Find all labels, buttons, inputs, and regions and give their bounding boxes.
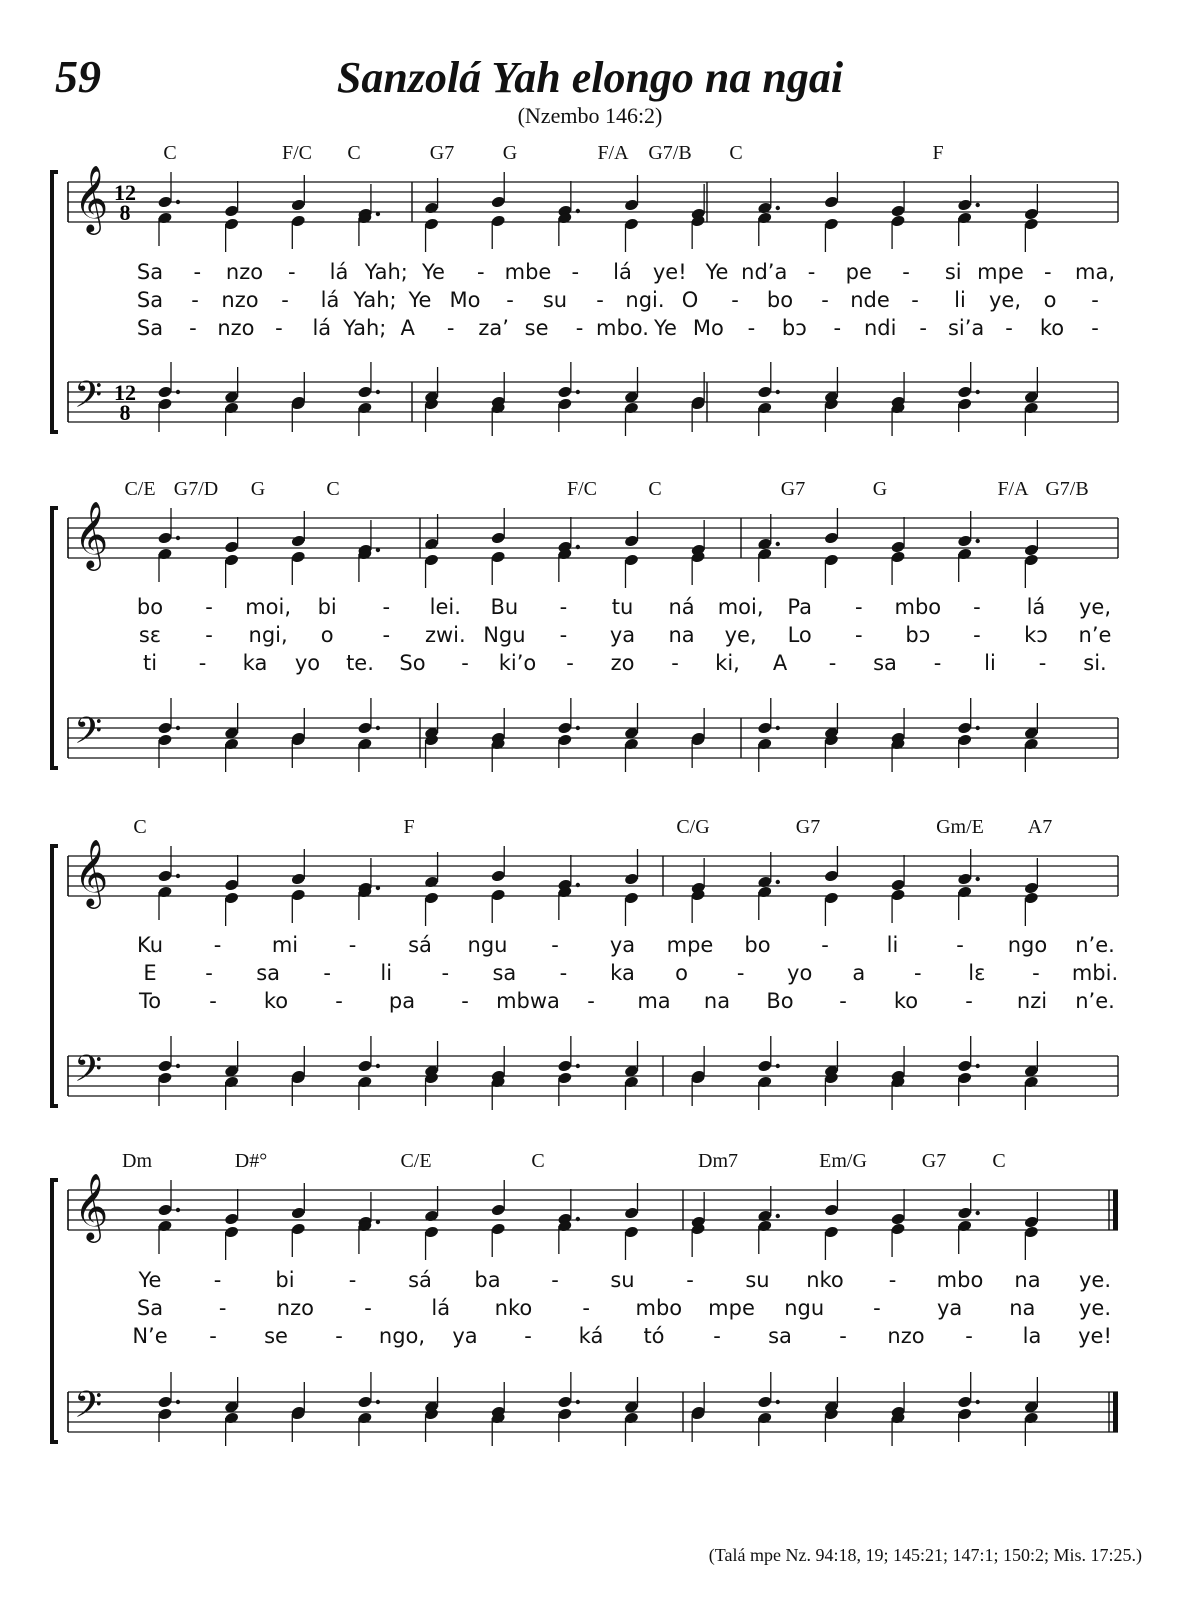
- lyric-syllable: n’e.: [1075, 989, 1115, 1013]
- lyric-syllable: -: [914, 961, 922, 985]
- lyric-syllable: Lo: [787, 623, 812, 647]
- lyric-syllable: su: [610, 1268, 635, 1292]
- lyric-syllable: -: [446, 316, 455, 340]
- lyric-syllable: mbo: [894, 595, 942, 619]
- chord-symbol: C: [992, 1150, 1006, 1172]
- chord-symbol: D#°: [234, 1150, 268, 1172]
- lyric-syllable: -: [205, 623, 213, 647]
- lyric-syllable: ye.: [1078, 1268, 1112, 1292]
- lyric-syllable: ye,: [1078, 595, 1112, 619]
- lyric-syllable: So: [399, 651, 426, 675]
- lyric-syllable: -: [911, 288, 919, 312]
- chord-symbol: Dm: [122, 1150, 152, 1172]
- lyric-syllable: yo: [294, 651, 321, 675]
- lyric-syllable: -: [218, 1296, 227, 1320]
- lyric-syllable: sɛ: [138, 623, 162, 647]
- lyric-syllable: -: [559, 961, 568, 985]
- lyric-syllable: Ngu: [483, 623, 526, 647]
- lyric-syllable: Ye: [408, 288, 432, 312]
- lyric-syllable: -: [287, 260, 296, 284]
- lyric-syllable: Bu: [490, 595, 519, 619]
- lyric-syllable: na: [1009, 1296, 1036, 1320]
- lyric-syllable: o: [675, 961, 688, 985]
- lyric-syllable: sa: [768, 1324, 792, 1348]
- lyric-syllable: ye.: [1078, 1296, 1112, 1320]
- lyric-syllable: -: [587, 989, 595, 1013]
- time-signature-denominator: 8: [119, 400, 131, 425]
- lyric-syllable: Sa: [136, 288, 164, 312]
- lyric-syllable: -: [854, 595, 863, 619]
- lyric-syllable: Ku: [136, 933, 164, 957]
- lyric-syllable: -: [551, 1268, 559, 1292]
- hymn-number: 59: [55, 51, 101, 102]
- lyric-syllable: sa: [492, 961, 517, 985]
- lyric-syllable: -: [973, 623, 981, 647]
- lyric-syllable: ya: [609, 623, 636, 647]
- lyric-syllable: -: [731, 288, 739, 312]
- lyric-syllable: -: [747, 316, 756, 340]
- lyric-syllable: -: [965, 989, 973, 1013]
- dot: [576, 1400, 580, 1404]
- lyric-syllable: sá: [408, 1268, 432, 1292]
- lyric-syllable: mpe: [977, 260, 1024, 284]
- dot: [176, 1400, 180, 1404]
- lyric-syllable: -: [209, 989, 217, 1013]
- lyric-syllable: o: [320, 623, 334, 647]
- chord-symbol: C: [347, 142, 361, 164]
- lyric-syllable: -: [1038, 651, 1047, 675]
- chord-symbol: G: [872, 478, 888, 500]
- lyric-syllable: bi: [275, 1268, 295, 1292]
- lyric-syllable: nzo: [276, 1296, 314, 1320]
- chord-symbol: F/A: [997, 478, 1029, 500]
- lyric-syllable: lá: [1026, 595, 1046, 619]
- lyric-syllable: moi,: [245, 595, 292, 619]
- chord-symbol: F/C: [566, 478, 598, 500]
- lyric-syllable: ko: [1039, 316, 1065, 340]
- lyric-syllable: Ye: [705, 260, 729, 284]
- lyric-syllable: -: [198, 651, 207, 675]
- lyric-syllable: ye,: [724, 623, 757, 647]
- chord-symbol: C: [648, 478, 662, 500]
- dot: [576, 1217, 580, 1221]
- lyric-syllable: ya: [609, 933, 636, 957]
- lyric-syllable: Bo: [766, 989, 794, 1013]
- lyric-syllable: mpe: [708, 1296, 755, 1320]
- lyric-syllable: -: [1005, 316, 1013, 340]
- lyric-syllable: A: [772, 651, 788, 675]
- chord-symbol: C: [531, 1150, 545, 1172]
- lyric-syllable: -: [335, 1324, 343, 1348]
- lyric-syllable: -: [191, 288, 199, 312]
- time-signature-denominator: 8: [119, 200, 131, 225]
- dot: [376, 1220, 380, 1224]
- footnote: (Talá mpe Nz. 94:18, 19; 145:21; 147:1; 150:2; Mis. 17:25.): [708, 1545, 1142, 1565]
- bass-clef-icon: 𝄢: [74, 1048, 103, 1099]
- chord-symbol: C/E: [400, 1150, 432, 1172]
- treble-clef-icon: 𝄞: [74, 1172, 109, 1240]
- lyric-syllable: ngu: [467, 933, 508, 957]
- dot: [776, 1400, 780, 1404]
- lyric-syllable: -: [839, 989, 847, 1013]
- dot: [976, 1211, 980, 1215]
- bass-clef-icon: 𝄢: [74, 374, 103, 425]
- lyric-syllable: moi,: [717, 595, 764, 619]
- lyric-syllable: bo: [744, 933, 771, 957]
- lyric-syllable: -: [348, 933, 357, 957]
- lyric-syllable: -: [189, 316, 197, 340]
- chord-symbol: F/A: [597, 142, 629, 164]
- lyric-syllable: nde: [850, 288, 890, 312]
- lyric-syllable: sa: [256, 961, 281, 985]
- lyric-syllable: ka: [242, 651, 268, 675]
- lyric-syllable: -: [933, 651, 942, 675]
- lyric-syllable: -: [833, 316, 842, 340]
- chord-symbol: G7/D: [173, 478, 219, 500]
- lyric-syllable: Yah;: [343, 316, 387, 340]
- chord-symbol: Dm7: [698, 1150, 738, 1172]
- lyric-syllable: a: [852, 961, 866, 985]
- lyric-syllable: Ye: [422, 260, 445, 284]
- lyric-syllable: -: [854, 623, 863, 647]
- lyric-syllable: -: [736, 961, 745, 985]
- lyric-syllable: ngo,: [378, 1324, 426, 1348]
- lyric-syllable: -: [461, 989, 469, 1013]
- lyric-syllable: su: [542, 288, 568, 312]
- chord-symbol: C: [729, 142, 743, 164]
- lyric-syllable: ya: [936, 1296, 963, 1320]
- lyric-syllable: Ye: [653, 316, 677, 340]
- lyric-syllable: za’: [478, 316, 509, 340]
- lyric-syllable: -: [973, 595, 981, 619]
- lyric-syllable: na: [703, 989, 731, 1013]
- final-barline-thick: [1113, 1392, 1118, 1432]
- dot: [776, 1214, 780, 1218]
- lyric-syllable: Sa: [136, 1296, 164, 1320]
- lyric-syllable: -: [713, 1324, 721, 1348]
- lyric-syllable: si’a: [947, 316, 985, 340]
- lyric-syllable: ki,: [715, 651, 740, 675]
- lyric-syllable: pe: [845, 260, 872, 284]
- lyric-syllable: ká: [578, 1324, 604, 1348]
- lyric-syllable: Yah;: [353, 288, 397, 312]
- lyric-syllable: -: [571, 260, 580, 284]
- lyric-syllable: -: [205, 595, 213, 619]
- lyric-syllable: mbwa: [496, 989, 560, 1013]
- lyric-syllable: mbi.: [1071, 961, 1119, 985]
- lyric-syllable: bo: [766, 288, 794, 312]
- lyric-syllable: -: [919, 316, 927, 340]
- lyric-syllable: se: [524, 316, 549, 340]
- lyric-syllable: -: [1032, 961, 1040, 985]
- lyric-syllable: ngi,: [248, 623, 288, 647]
- lyric-syllable: -: [965, 1324, 973, 1348]
- lyric-syllable: -: [382, 623, 391, 647]
- chord-symbol: G7: [429, 142, 455, 164]
- lyric-syllable: -: [193, 260, 202, 284]
- lyric-syllable: li: [954, 288, 966, 312]
- lyric-verse-2: [0, 1296, 1200, 1324]
- dot: [176, 1208, 180, 1212]
- lyric-syllable: li: [380, 961, 393, 985]
- chord-symbol: A7: [1027, 816, 1053, 838]
- chord-symbol: C: [326, 478, 340, 500]
- lyric-syllable: ndi: [863, 316, 897, 340]
- lyric-syllable: ye,: [988, 288, 1022, 312]
- lyric-syllable: zwi.: [424, 623, 466, 647]
- lyric-syllable: nzo: [221, 288, 259, 312]
- lyric-syllable: mi: [271, 933, 299, 957]
- bass-clef-icon: 𝄢: [74, 710, 103, 761]
- lyric-syllable: -: [1043, 260, 1052, 284]
- lyric-syllable: bo: [136, 595, 164, 619]
- lyric-syllable: na: [1014, 1268, 1041, 1292]
- chord-symbol: G: [502, 142, 518, 164]
- lyric-syllable: ye!: [652, 260, 687, 284]
- lyric-syllable: zo: [610, 651, 635, 675]
- lyric-syllable: te.: [346, 651, 374, 675]
- lyric-syllable: lá: [329, 260, 349, 284]
- chord-symbol: C/E: [124, 478, 156, 500]
- chord-symbol: C: [133, 816, 147, 838]
- treble-clef-icon: 𝄞: [74, 164, 109, 232]
- lyric-syllable: ye!: [1078, 1324, 1112, 1348]
- lyric-syllable: n’e: [1078, 623, 1112, 647]
- lyric-syllable: ti: [142, 651, 158, 675]
- chord-symbol: G: [250, 478, 266, 500]
- lyric-syllable: Pa: [787, 595, 812, 619]
- lyric-syllable: su: [745, 1268, 770, 1292]
- lyric-syllable: na: [668, 623, 695, 647]
- lyric-syllable: A: [400, 316, 415, 340]
- chord-symbol: G7/B: [1045, 478, 1089, 500]
- lyric-verse-3: [0, 1324, 1200, 1352]
- lyric-syllable: mbo: [936, 1268, 984, 1292]
- lyric-syllable: Ye: [138, 1268, 162, 1292]
- lyric-syllable: nko: [806, 1268, 844, 1292]
- chord-symbol: Gm/E: [936, 816, 984, 838]
- lyric-syllable: si: [944, 260, 962, 284]
- lyric-syllable: Mo: [692, 316, 724, 340]
- lyric-syllable: -: [671, 651, 679, 675]
- treble-clef-icon: 𝄞: [74, 500, 109, 568]
- lyric-syllable: ma,: [1074, 260, 1116, 284]
- lyric-syllable: bɔ: [781, 316, 807, 340]
- lyric-syllable: kɔ: [1024, 623, 1048, 647]
- chord-symbol: G7: [795, 816, 821, 838]
- lyric-syllable: -: [551, 933, 559, 957]
- lyric-syllable: -: [575, 316, 584, 340]
- lyric-syllable: To: [138, 989, 162, 1013]
- lyric-syllable: tu: [611, 595, 634, 619]
- lyric-syllable: -: [873, 1296, 881, 1320]
- chord-symbol: G7/B: [648, 142, 692, 164]
- chord-symbol: F/C: [281, 142, 313, 164]
- chord-symbol: F: [403, 816, 415, 838]
- lyric-syllable: si.: [1083, 651, 1107, 675]
- lyric-syllable: -: [335, 989, 343, 1013]
- lyric-syllable: Sa: [136, 316, 164, 340]
- lyric-syllable: ngo: [1007, 933, 1048, 957]
- lyric-syllable: Mo: [449, 288, 481, 312]
- lyric-syllable: tó: [643, 1324, 665, 1348]
- lyric-syllable: mbo.: [596, 316, 649, 340]
- lyric-syllable: -: [506, 288, 514, 312]
- lyric-syllable: -: [364, 1296, 372, 1320]
- chord-symbol: G7: [921, 1150, 947, 1172]
- lyric-syllable: lá: [431, 1296, 451, 1320]
- lyric-syllable: -: [209, 1324, 217, 1348]
- lyric-syllable: ka: [610, 961, 635, 985]
- lyric-syllable: n’e.: [1075, 933, 1115, 957]
- lyric-syllable: lá: [613, 260, 632, 284]
- lyric-syllable: nd’a: [741, 260, 788, 284]
- lyric-syllable: -: [323, 961, 331, 985]
- final-barline-thick: [1113, 1190, 1118, 1230]
- lyric-syllable: sa: [873, 651, 897, 675]
- lyric-syllable: Yah;: [364, 260, 408, 284]
- lyric-syllable: yo: [787, 961, 813, 985]
- lyric-syllable: sá: [408, 933, 432, 957]
- lyric-syllable: -: [559, 623, 568, 647]
- lyric-syllable: -: [956, 933, 964, 957]
- lyric-syllable: -: [1091, 288, 1099, 312]
- chord-symbol: Em/G: [819, 1150, 867, 1172]
- lyric-syllable: -: [807, 260, 816, 284]
- dot: [976, 1400, 980, 1404]
- lyric-syllable: -: [213, 1268, 222, 1292]
- lyric-syllable: -: [441, 961, 450, 985]
- lyric-syllable: pa: [388, 989, 416, 1013]
- lyric-syllable: -: [1091, 316, 1099, 340]
- lyric-syllable: -: [461, 651, 469, 675]
- lyric-syllable: lei.: [429, 595, 461, 619]
- lyric-syllable: nzo: [225, 260, 264, 284]
- lyric-syllable: E: [143, 961, 157, 985]
- lyric-syllable: ba: [474, 1268, 501, 1292]
- lyric-syllable: nzo: [887, 1324, 925, 1348]
- lyric-syllable: la: [1022, 1324, 1042, 1348]
- lyric-syllable: -: [821, 933, 829, 957]
- lyric-syllable: -: [213, 933, 222, 957]
- lyric-syllable: -: [888, 1268, 897, 1292]
- lyric-syllable: O: [681, 288, 699, 312]
- lyric-verse-1: [0, 1268, 1200, 1296]
- lyric-syllable: ko: [893, 989, 919, 1013]
- chord-symbol: G7: [780, 478, 806, 500]
- treble-clef-icon: 𝄞: [74, 838, 109, 906]
- lyric-syllable: o: [1043, 288, 1057, 312]
- lyric-syllable: ya: [452, 1324, 478, 1348]
- dot: [376, 1400, 380, 1404]
- lyric-syllable: bɔ: [905, 623, 931, 647]
- lyric-syllable: nzi: [1016, 989, 1048, 1013]
- lyric-syllable: ngu: [784, 1296, 825, 1320]
- lyric-syllable: li: [984, 651, 996, 675]
- lyric-syllable: -: [582, 1296, 590, 1320]
- lyric-syllable: N’e: [132, 1324, 168, 1348]
- chord-symbol: C/G: [676, 816, 710, 838]
- lyric-syllable: -: [281, 288, 289, 312]
- lyric-syllable: -: [205, 961, 213, 985]
- lyric-syllable: -: [275, 316, 283, 340]
- lyric-syllable: -: [348, 1268, 357, 1292]
- time-signature-numerator: 12: [114, 380, 136, 405]
- lyric-syllable: ki’o: [498, 651, 537, 675]
- lyric-syllable: -: [524, 1324, 532, 1348]
- lyric-syllable: -: [559, 595, 568, 619]
- hymn-title: Sanzolá Yah elongo na ngai: [336, 53, 844, 102]
- bass-clef-icon: 𝄢: [74, 1384, 103, 1435]
- lyric-syllable: -: [382, 595, 391, 619]
- lyric-syllable: -: [902, 260, 910, 284]
- lyric-syllable: mbo: [635, 1296, 683, 1320]
- lyric-syllable: ná: [668, 595, 695, 619]
- lyric-syllable: lá: [312, 316, 332, 340]
- chord-symbol: F: [932, 142, 944, 164]
- lyric-syllable: mpe: [666, 933, 714, 957]
- lyric-syllable: ma: [637, 989, 671, 1013]
- lyric-syllable: nko: [494, 1296, 533, 1320]
- lyric-syllable: Sa: [136, 260, 164, 284]
- lyric-syllable: -: [566, 651, 574, 675]
- lyric-syllable: mbe: [504, 260, 552, 284]
- lyric-syllable: -: [596, 288, 604, 312]
- lyric-syllable: -: [821, 288, 829, 312]
- lyric-syllable: ko: [263, 989, 289, 1013]
- lyric-syllable: -: [828, 651, 837, 675]
- lyric-syllable: -: [839, 1324, 847, 1348]
- chord-symbol: C: [163, 142, 177, 164]
- time-signature-numerator: 12: [114, 180, 136, 205]
- lyric-syllable: bi: [317, 595, 337, 619]
- lyric-syllable: -: [476, 260, 485, 284]
- lyric-syllable: ngi.: [625, 288, 665, 312]
- hymn-subtitle: (Nzembo 146:2): [517, 103, 663, 128]
- lyric-syllable: se: [264, 1324, 288, 1348]
- lyric-syllable: li: [886, 933, 899, 957]
- lyric-syllable: nzo: [217, 316, 255, 340]
- lyric-syllable: -: [686, 1268, 694, 1292]
- lyric-syllable: lá: [320, 288, 340, 312]
- lyric-syllable: lɛ: [968, 961, 986, 985]
